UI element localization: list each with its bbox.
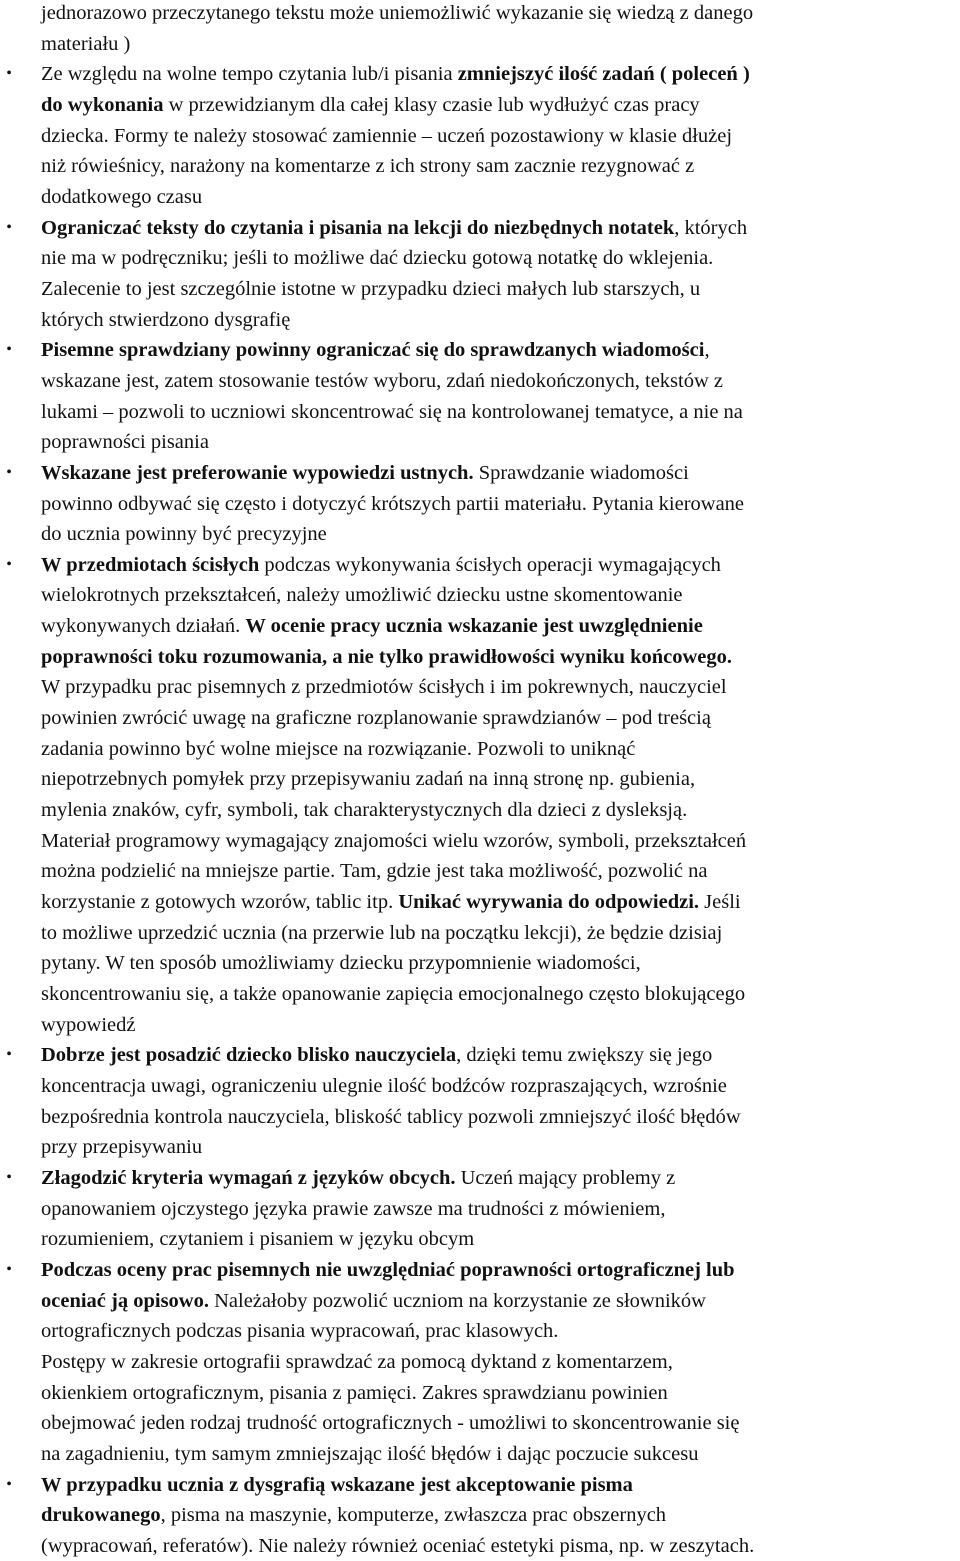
body-text: do ucznia powinny być precyzyjne xyxy=(41,523,327,545)
body-text: Materiał programowy wymagający znajomości wielu wzorów, symboli, przekształceń xyxy=(41,830,746,852)
text-line xyxy=(41,918,958,949)
body-text: to możliwe uprzedzić ucznia (na przerwie lub na początku lekcji), że będzie dzisiaj xyxy=(41,922,722,944)
bullet-paragraph xyxy=(0,1040,960,1163)
text-line xyxy=(41,1224,958,1255)
body-text: rozumieniem, czytaniem i pisaniem w języku obcym xyxy=(41,1228,474,1250)
text-line xyxy=(41,611,958,642)
text-line xyxy=(41,1040,958,1071)
bold-text: zmniejszyć ilość zadań ( poleceń ) xyxy=(458,63,750,85)
body-text: Zalecenie to jest szczególnie istotne w przypadku dzieci małych lub starszych, u xyxy=(41,278,700,300)
body-text: , dzięki temu zwiększy się jego xyxy=(456,1044,712,1066)
text-line xyxy=(41,519,958,550)
body-text: niepotrzebnych pomyłek przy przepisywaniu zadań na inną stronę np. gubienia, xyxy=(41,768,695,790)
text-line xyxy=(41,0,958,29)
text-line xyxy=(41,1255,958,1286)
body-text: wielokrotnych przekształceń, należy umożliwić dziecku ustne skomentowanie xyxy=(41,584,683,606)
body-text: nie ma w podręczniku; jeśli to możliwe dać dziecku gotową notatkę do wklejenia. xyxy=(41,247,713,269)
bold-text: Dobrze jest posadzić dziecko blisko nauczyciela xyxy=(41,1044,456,1066)
bold-text: Pisemne sprawdziany powinny ograniczać się do sprawdzanych wiadomości xyxy=(41,339,704,361)
body-text: materiału ) xyxy=(41,33,130,55)
text-line xyxy=(41,887,958,918)
body-text: Postępy w zakresie ortografii sprawdzać za pomocą dyktand z komentarzem, xyxy=(41,1351,673,1373)
bullet-paragraph xyxy=(0,550,960,1041)
bullet-paragraph xyxy=(0,59,960,212)
text-line xyxy=(41,1163,958,1194)
bullet-marker: • xyxy=(2,213,16,244)
text-line xyxy=(41,550,958,581)
text-line xyxy=(41,1347,958,1378)
text-line xyxy=(41,90,958,121)
body-text: skoncentrowaniu się, a także opanowanie zapięcia emocjonalnego często blokującego xyxy=(41,983,745,1005)
bullet-marker: • xyxy=(2,1255,16,1286)
body-text: pytany. W ten sposób umożliwiamy dziecku przypomnienie wiadomości, xyxy=(41,952,641,974)
bold-text: Podczas oceny prac pisemnych nie uwzględniać poprawności ortograficznej lub xyxy=(41,1259,735,1281)
body-text: powinien zwrócić uwagę na graficzne rozplanowanie sprawdzianów – pod treścią xyxy=(41,707,711,729)
bullet-marker: • xyxy=(2,458,16,489)
text-line xyxy=(41,1071,958,1102)
bullet-paragraph xyxy=(0,213,960,336)
body-text: Należałoby pozwolić uczniom na korzystanie ze słowników xyxy=(209,1290,706,1312)
body-text: zadania powinno być wolne miejsce na rozwiązanie. Pozwoli to uniknąć xyxy=(41,738,635,760)
text-line xyxy=(41,427,958,458)
text-line xyxy=(41,1470,958,1501)
body-text: W przypadku prac pisemnych z przedmiotów ścisłych i im pokrewnych, nauczyciel xyxy=(41,676,727,698)
text-line xyxy=(41,274,958,305)
text-line xyxy=(41,458,958,489)
bullet-paragraph xyxy=(0,335,960,458)
bullet-paragraph xyxy=(0,458,960,550)
body-text: koncentracja uwagi, ograniczeniu ulegnie ilość bodźców rozpraszających, wzrośnie xyxy=(41,1075,727,1097)
text-line xyxy=(41,826,958,857)
text-line xyxy=(41,397,958,428)
text-line xyxy=(41,1102,958,1133)
continuation-paragraph xyxy=(0,0,960,59)
bold-text: Wskazane jest preferowanie wypowiedzi ustnych. xyxy=(41,462,474,484)
text-line xyxy=(41,672,958,703)
text-line xyxy=(41,856,958,887)
body-text: poprawności pisania xyxy=(41,431,209,453)
text-line xyxy=(41,642,958,673)
text-line xyxy=(41,1500,958,1531)
body-text: dodatkowego czasu xyxy=(41,186,202,208)
text-line xyxy=(41,948,958,979)
text-line xyxy=(41,29,958,60)
body-text: Ze względu na wolne tempo czytania lub/i pisania xyxy=(41,63,458,85)
text-line xyxy=(41,1531,958,1561)
text-line xyxy=(41,182,958,213)
text-line xyxy=(41,1408,958,1439)
body-text: na zagadnieniu, tym samym zmniejszając ilość błędów i dając poczucie sukcesu xyxy=(41,1443,698,1465)
text-line xyxy=(41,489,958,520)
text-line xyxy=(41,1378,958,1409)
text-line xyxy=(41,703,958,734)
body-text: Sprawdzanie wiadomości xyxy=(474,462,689,484)
text-line xyxy=(41,1439,958,1470)
body-text: , xyxy=(704,339,709,361)
body-text: można podzielić na mniejsze partie. Tam, gdzie jest taka możliwość, pozwolić na xyxy=(41,860,707,882)
text-line xyxy=(41,1010,958,1041)
bullet-marker: • xyxy=(2,59,16,90)
body-text: powinno odbywać się często i dotyczyć krótszych partii materiału. Pytania kierowane xyxy=(41,493,744,515)
body-text: Jeśli xyxy=(699,891,741,913)
bold-text: Złagodzić kryteria wymagań z języków obcych. xyxy=(41,1167,456,1189)
text-line xyxy=(41,366,958,397)
bullet-paragraph xyxy=(0,1255,960,1470)
body-text: Uczeń mający problemy z xyxy=(456,1167,676,1189)
bold-text: oceniać ją opisowo. xyxy=(41,1290,209,1312)
body-text: podczas wykonywania ścisłych operacji wymagających xyxy=(259,554,721,576)
bold-text: drukowanego xyxy=(41,1504,161,1526)
bold-text: W przedmiotach ścisłych xyxy=(41,554,259,576)
text-line xyxy=(41,580,958,611)
body-text: bezpośrednia kontrola nauczyciela, bliskość tablicy pozwoli zmniejszyć ilość błędów xyxy=(41,1106,741,1128)
bullet-marker: • xyxy=(2,1163,16,1194)
bullet-paragraph xyxy=(0,1163,960,1255)
text-line xyxy=(41,1194,958,1225)
body-text: , których xyxy=(674,217,747,239)
text-line xyxy=(41,305,958,336)
body-text: wskazane jest, zatem stosowanie testów wyboru, zdań niedokończonych, tekstów z xyxy=(41,370,723,392)
text-line xyxy=(41,734,958,765)
text-line xyxy=(41,151,958,182)
text-line xyxy=(41,795,958,826)
text-line xyxy=(41,121,958,152)
bold-text: do wykonania xyxy=(41,94,163,116)
text-line xyxy=(41,213,958,244)
bullet-paragraph xyxy=(0,1470,960,1561)
body-text: dziecka. Formy te należy stosować zamiennie – uczeń pozostawiony w klasie dłużej xyxy=(41,125,732,147)
text-line xyxy=(41,335,958,366)
text-line xyxy=(41,1286,958,1317)
body-text: ortograficznych podczas pisania wypracowań, prac klasowych. xyxy=(41,1320,558,1342)
body-text: (wypracowań, referatów). Nie należy również oceniać estetyki pisma, np. w zeszytach. xyxy=(41,1535,754,1557)
body-text: , pisma na maszynie, komputerze, zwłaszcza prac obszernych xyxy=(161,1504,666,1526)
text-line xyxy=(41,1316,958,1347)
bold-text: Ograniczać teksty do czytania i pisania na lekcji do niezbędnych notatek xyxy=(41,217,674,239)
text-line xyxy=(41,1132,958,1163)
text-line xyxy=(41,764,958,795)
body-text: korzystanie z gotowych wzorów, tablic itp. xyxy=(41,891,398,913)
body-text: wypowiedź xyxy=(41,1014,136,1036)
bullet-marker: • xyxy=(2,1470,16,1501)
body-text: opanowaniem ojczystego języka prawie zawsze ma trudności z mówieniem, xyxy=(41,1198,665,1220)
bold-text: Unikać wyrywania do odpowiedzi. xyxy=(398,891,699,913)
text-line xyxy=(41,979,958,1010)
body-text: jednorazowo przeczytanego tekstu może uniemożliwić wykazanie się wiedzą z danego xyxy=(41,2,753,24)
body-text: w przewidzianym dla całej klasy czasie lub wydłużyć czas pracy xyxy=(163,94,699,116)
body-text: obejmować jeden rodzaj trudność ortograficznych - umożliwi to skoncentrowanie się xyxy=(41,1412,739,1434)
body-text: niż rówieśnicy, narażony na komentarze z ich strony sam zacznie rezygnować z xyxy=(41,155,694,177)
bold-text: poprawności toku rozumowania, a nie tylko prawidłowości wyniku końcowego. xyxy=(41,646,732,668)
body-text: wykonywanych działań. xyxy=(41,615,245,637)
body-text: których stwierdzono dysgrafię xyxy=(41,309,290,331)
body-text: lukami – pozwoli to uczniowi skoncentrować się na kontrolowanej tematyce, a nie na xyxy=(41,401,743,423)
bullet-marker: • xyxy=(2,550,16,581)
bold-text: W przypadku ucznia z dysgrafią wskazane jest akceptowanie pisma xyxy=(41,1474,633,1496)
bullet-marker: • xyxy=(2,1040,16,1071)
bold-text: W ocenie pracy ucznia wskazanie jest uwzględnienie xyxy=(245,615,702,637)
body-text: mylenia znaków, cyfr, symboli, tak charakterystycznych dla dzieci z dysleksją. xyxy=(41,799,687,821)
body-text: okienkiem ortograficznym, pisania z pamięci. Zakres sprawdzianu powinien xyxy=(41,1382,668,1404)
text-line xyxy=(41,243,958,274)
bullet-marker: • xyxy=(2,335,16,366)
text-line xyxy=(41,59,958,90)
body-text: przy przepisywaniu xyxy=(41,1136,202,1158)
